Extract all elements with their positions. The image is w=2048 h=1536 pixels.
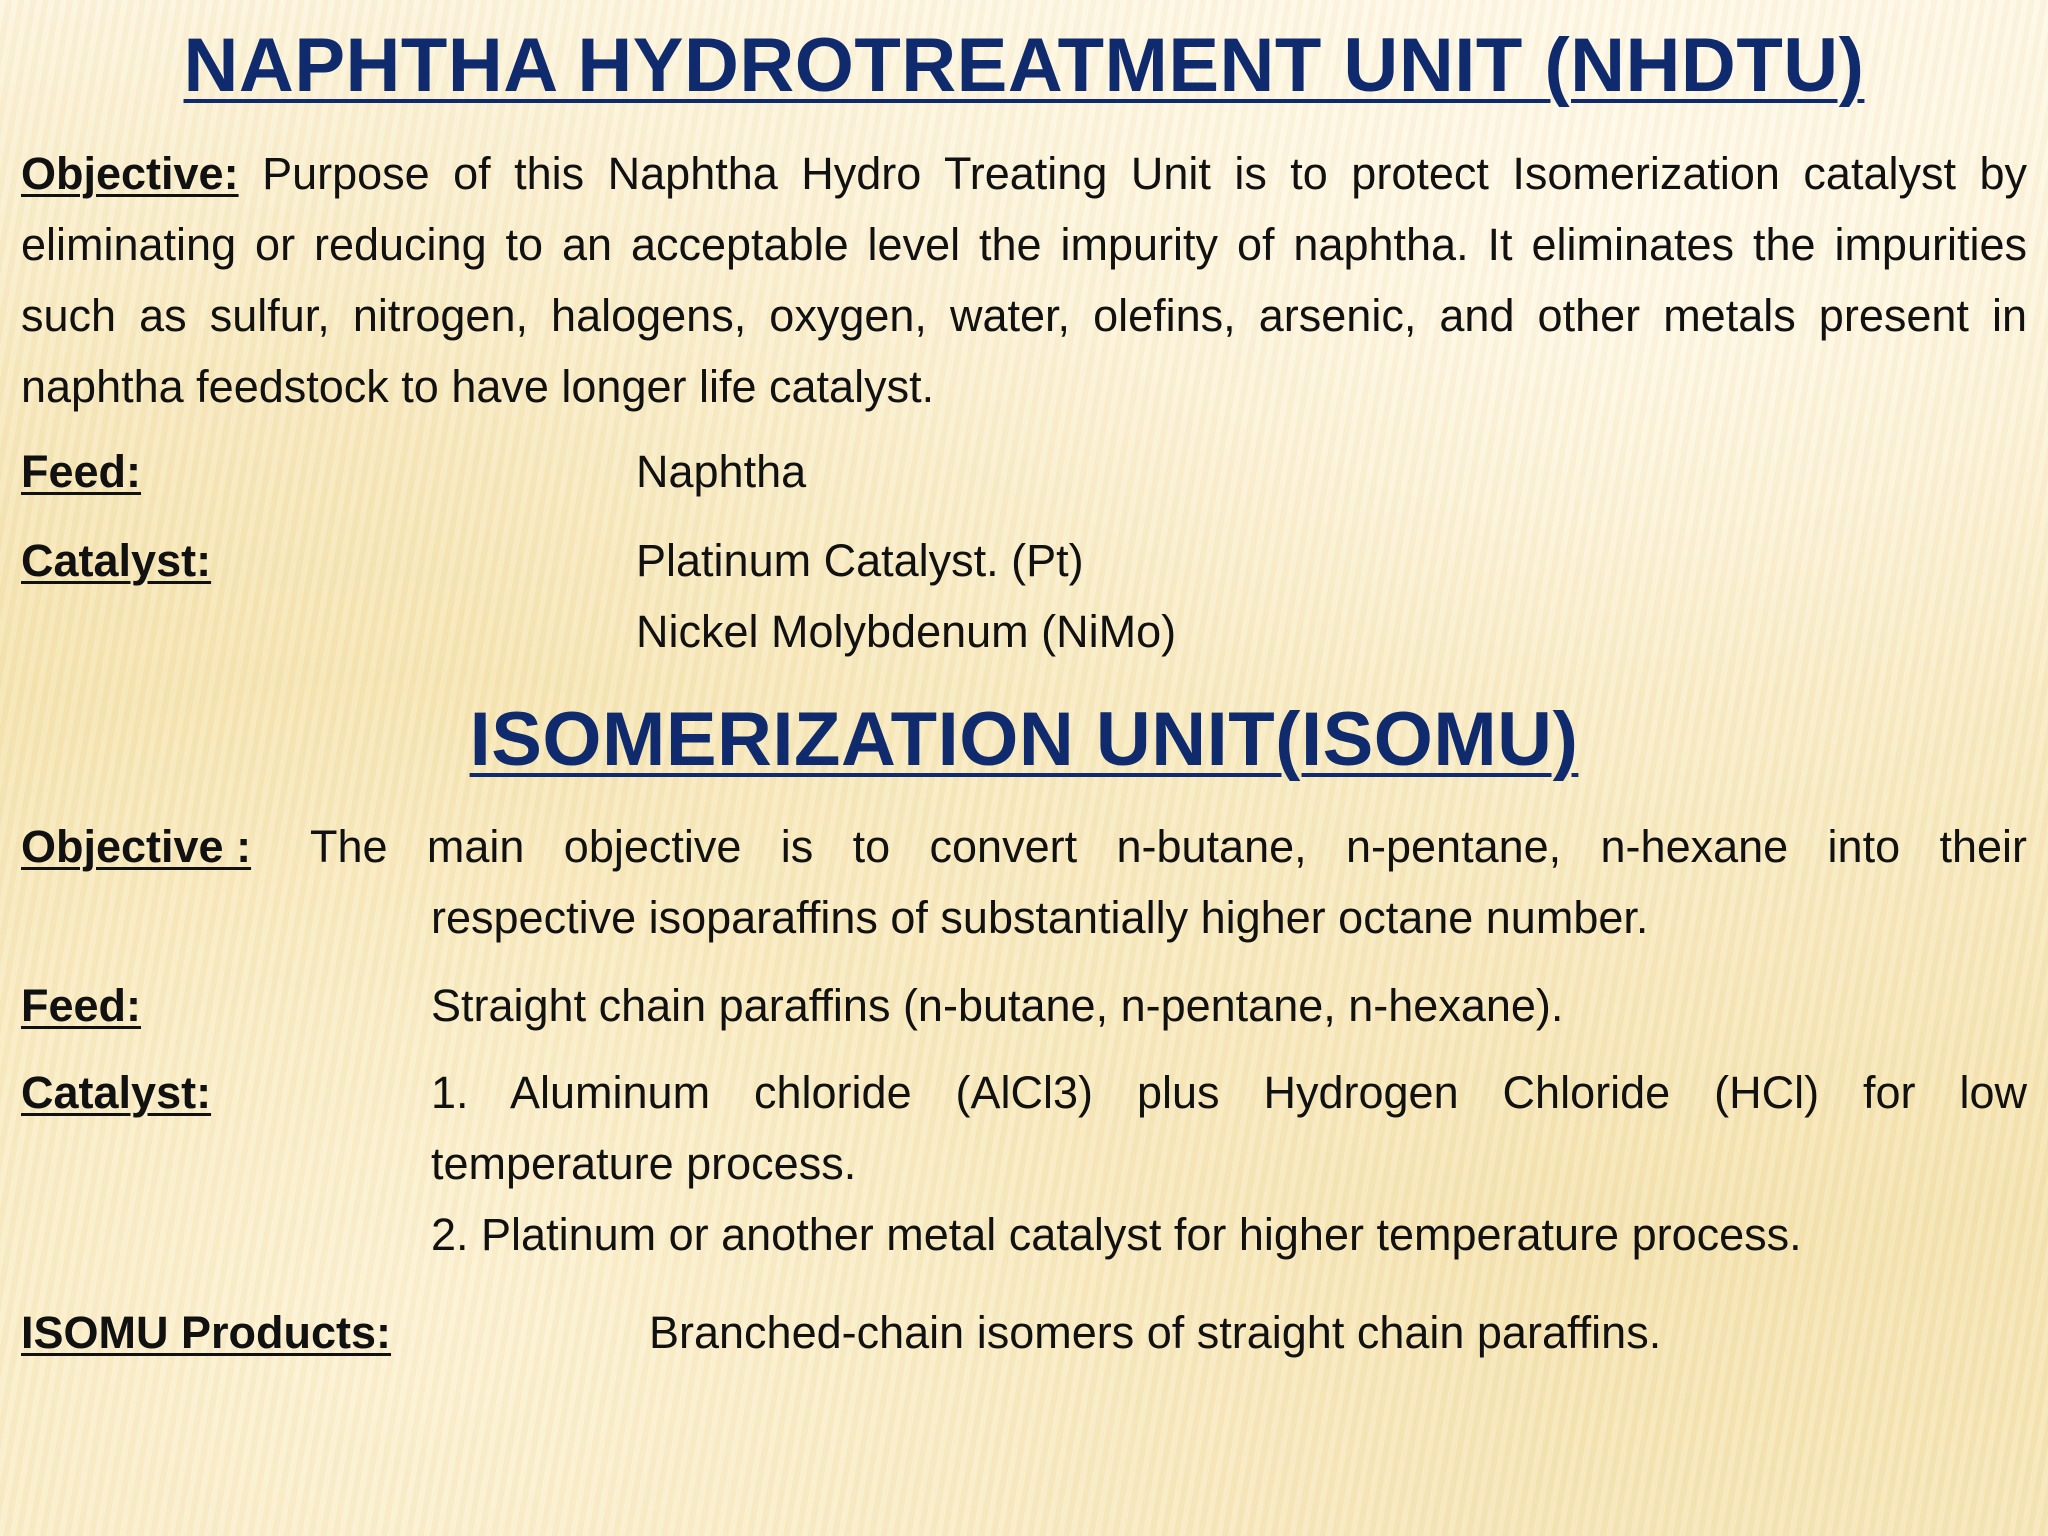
nhdtu-objective-label: Objective:: [21, 148, 239, 199]
nhdtu-objective-text: Purpose of this Naphtha Hydro Treating Unit is to protect Isomerization catalyst by eliminating or reducing to an acceptable level the impurity of naphtha. It eliminates the impurities such as sulfur, nitrogen, halogens, oxygen, water, olefins, arsenic, and other metals present in naphtha feedstock to have longer life catalyst.: [21, 148, 2027, 412]
isomu-catalyst-value: 2. Platinum or another metal catalyst for higher temperature process.: [431, 1209, 1802, 1260]
nhdtu-objective: [21, 138, 2027, 422]
isomu-feed-label: Feed:: [21, 980, 142, 1031]
isomu-catalyst-label: Catalyst:: [21, 1067, 212, 1118]
isomu-products-value: Branched-chain isomers of straight chain paraffins.: [649, 1307, 1662, 1358]
isomu-feed-value: Straight chain paraffins (n-butane, n-pentane, n-hexane).: [431, 980, 1564, 1031]
isomu-objective-text: The main objective is to convert n-butane, n-pentane, n-hexane into their: [310, 821, 2027, 872]
nhdtu-catalyst-label: Catalyst:: [21, 535, 212, 586]
nhdtu-feed-label: Feed:: [21, 446, 142, 497]
isomu-catalyst-value: temperature process.: [431, 1138, 857, 1189]
nhdtu-title: NAPHTHA HYDROTREATMENT UNIT (NHDTU): [183, 23, 1865, 108]
nhdtu-feed-value: Naphtha: [636, 446, 807, 497]
isomu-objective-label: Objective :: [21, 821, 252, 872]
nhdtu-catalyst-value: Nickel Molybdenum (NiMo): [636, 606, 1177, 657]
isomu-catalyst-value: 1. Aluminum chloride (AlCl3) plus Hydrogen Chloride (HCl) for low: [431, 1067, 2027, 1118]
isomu-products-label: ISOMU Products:: [21, 1307, 392, 1358]
isomu-title: ISOMERIZATION UNIT(ISOMU): [469, 697, 1579, 782]
nhdtu-catalyst-value: Platinum Catalyst. (Pt): [636, 535, 1084, 586]
isomu-objective-text: respective isoparaffins of substantially higher octane number.: [431, 892, 1649, 943]
